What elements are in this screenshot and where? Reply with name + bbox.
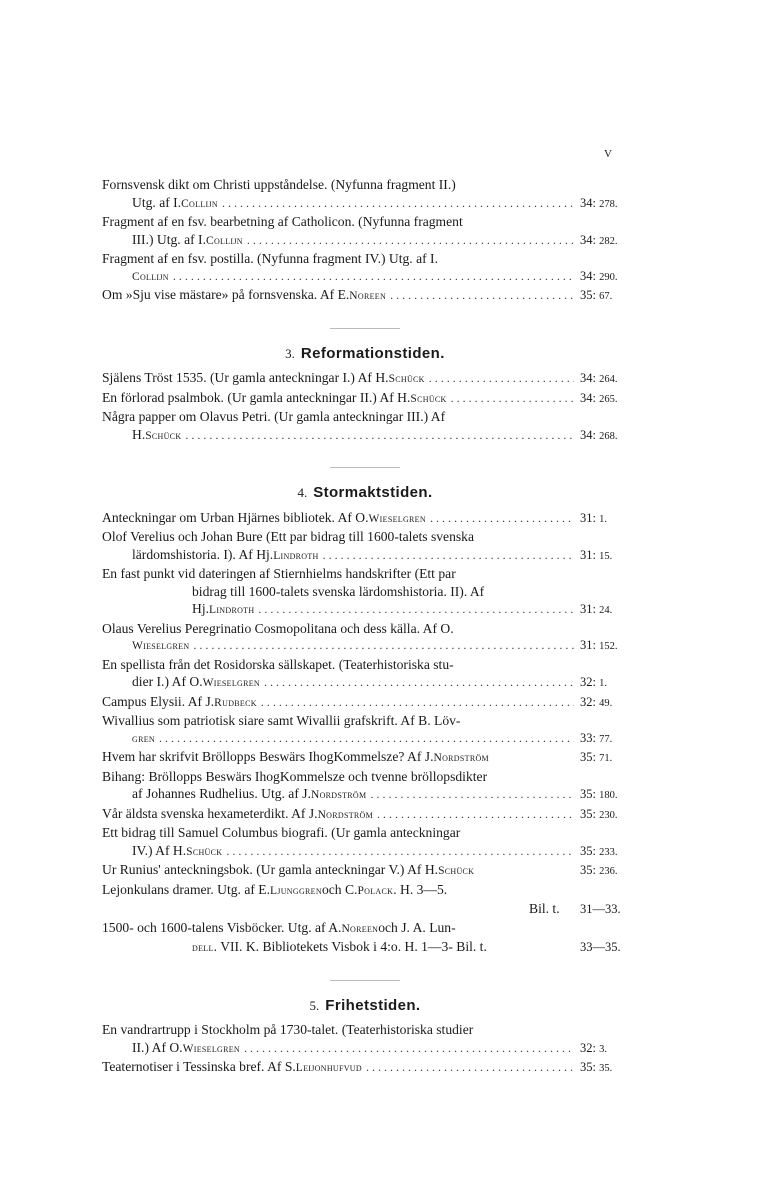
volume-number: 35: (580, 863, 600, 877)
entry-line (102, 583, 628, 601)
entry-author: Schück (186, 845, 223, 858)
volume-number: 35: (580, 288, 600, 302)
entry-text: En förlorad psalmbok. (Ur gamla anteckningar II.) Af H. (102, 389, 411, 405)
section-title: Reformationstiden. (300, 344, 445, 362)
entry-line (102, 250, 628, 268)
entry-line (102, 938, 628, 958)
page-reference: 278. (599, 198, 618, 210)
page-reference: 15. (599, 550, 613, 562)
entry-line (102, 730, 628, 749)
entry-line (102, 1021, 628, 1039)
entry-text: II.) Af O. (132, 1039, 183, 1055)
page-reference: 230. (599, 809, 618, 821)
leader-dots (159, 730, 574, 748)
entry-author: Nordström (433, 752, 489, 764)
section-divider (330, 328, 400, 329)
entry-text: . H. 3—5. (393, 881, 448, 897)
leader-dots (247, 232, 574, 250)
entry-text: Hvem har skrifvit Bröllopps Beswärs IhogKommelsze? Af J. (102, 749, 434, 764)
volume-number: 34: (580, 371, 600, 385)
entry-line (102, 900, 628, 919)
entry-reference (580, 694, 628, 713)
entry-text: Själens Tröst 1535. (Ur gamla anteckningar I.) Af H. (102, 370, 389, 385)
page-reference: 24. (599, 605, 613, 616)
entry-text: Fornsvensk dikt om Christi uppståndelse. (Nyfunna fragment II.) (102, 177, 456, 192)
volume-number: 31: (580, 547, 600, 562)
toc-entry (102, 389, 628, 409)
leader-dots (430, 510, 574, 528)
entry-reference (580, 674, 628, 693)
toc-entry (102, 805, 628, 825)
entry-text: III.) Utg. af I. (132, 231, 206, 247)
leader-dots (377, 806, 574, 824)
toc-entry (102, 176, 628, 213)
toc-entry (102, 919, 628, 958)
leader-dots (370, 786, 574, 804)
page-reference: 49. (599, 697, 613, 709)
entry-text: IV.) Af H. (132, 842, 187, 858)
entry-text: Campus Elysii. Af J. (102, 693, 215, 709)
entry-line (102, 1039, 628, 1059)
page-reference: 1. (599, 513, 607, 525)
entry-reference (580, 547, 628, 566)
entry-line (102, 620, 628, 638)
entry-line (102, 656, 628, 674)
toc-entry (102, 712, 628, 748)
entry-line (102, 693, 628, 713)
page-reference: 71. (599, 753, 613, 764)
entry-line (102, 268, 628, 287)
entry-reference (580, 287, 628, 306)
page-number: V (604, 148, 613, 160)
entry-text: En fast punkt vid dateringen af Stiernhielms handskrifter (Ett par (102, 566, 456, 581)
page-reference: 3. (599, 1043, 607, 1055)
entry-text: Ett bidrag till Samuel Columbus biografi. (Ur gamla anteckningar (102, 825, 461, 840)
entry-author: Collijn (132, 270, 169, 283)
volume-number: 31—33. (580, 902, 621, 916)
leader-dots (173, 268, 574, 286)
entry-text: . VII. K. Bibliotekets Visbok i 4:o. H. 1—3- Bil. t. (213, 939, 487, 954)
entry-author: Collijn (181, 197, 218, 210)
toc-entry (102, 768, 628, 805)
entry-line (102, 426, 628, 446)
entry-text: Om »Sju vise mästare» på fornsvenska. Af E. (102, 287, 350, 302)
entry-line (102, 881, 628, 901)
toc-entry (102, 1021, 628, 1058)
leader-dots (429, 370, 574, 388)
leader-dots (366, 1059, 574, 1077)
leader-dots (264, 674, 574, 692)
entry-text: Teaternotiser i Tessinska bref. Af S. (102, 1059, 296, 1074)
entry-reference (580, 1040, 628, 1059)
entry-author: dell (192, 942, 214, 954)
page-reference: 180. (599, 790, 618, 801)
entry-text: 1500- och 1600-talens Visböcker. Utg. af A. (102, 919, 342, 935)
page-reference: 1. (599, 678, 607, 689)
toc-entry (102, 213, 628, 250)
entry-author: Wieselgren (132, 640, 190, 652)
section-heading (102, 997, 628, 1016)
leader-dots (261, 694, 574, 712)
entry-line (102, 824, 628, 842)
entry-text: Fragment af en fsv. bearbetning af Catholicon. (Nyfunna fragment (102, 214, 463, 229)
page-reference: 77. (599, 733, 613, 745)
page-reference: 67. (599, 291, 613, 302)
entry-reference (580, 806, 628, 825)
entry-text: och J. A. Lun- (378, 919, 456, 935)
entry-text: En spellista från det Rosidorska sällskapet. (Teaterhistoriska stu- (102, 656, 454, 672)
entry-line (102, 528, 628, 546)
entry-reference (580, 1059, 628, 1078)
toc-entry (102, 881, 628, 919)
entry-reference (580, 390, 628, 409)
entry-text: bidrag till 1600-talets svenska lärdomshistoria. II). Af (192, 583, 485, 599)
page-reference: 268. (599, 430, 618, 442)
table-of-contents (102, 176, 628, 1078)
volume-number: 32: (580, 675, 600, 689)
section-number: 4. (297, 485, 308, 500)
leader-dots (451, 390, 574, 408)
leader-dots (258, 601, 574, 619)
volume-number: 35: (580, 1060, 600, 1074)
entry-text: af Johannes Rudhelius. Utg. af J. (132, 786, 311, 801)
entry-author: Nordström (310, 789, 367, 801)
volume-number: 35: (580, 787, 600, 801)
entry-author: Schück (438, 865, 475, 877)
entry-line (102, 408, 628, 426)
entry-reference (580, 786, 628, 805)
entry-author: Collijn (205, 234, 243, 247)
entry-text: Vår äldsta svenska hexameterdikt. Af J. (102, 805, 318, 821)
entry-line (102, 565, 628, 583)
volume-number: 34: (580, 390, 600, 405)
entry-reference (580, 601, 628, 620)
section-heading (102, 345, 628, 364)
entry-line (102, 194, 628, 214)
volume-number: 35: (580, 750, 600, 764)
volume-number: 31: (580, 510, 600, 525)
volume-number: 31: (580, 602, 600, 616)
section-divider (330, 980, 400, 981)
entry-reference (580, 939, 628, 957)
entry-text: Utg. af I. (132, 194, 182, 210)
entry-text: och C. (321, 881, 358, 897)
entry-text: Hj. (192, 601, 209, 616)
entry-reference (580, 427, 628, 446)
section-divider (330, 467, 400, 468)
leader-dots (244, 1040, 574, 1058)
entry-line (102, 213, 628, 231)
entry-reference (580, 268, 628, 287)
toc-entry (102, 509, 628, 529)
page-reference: 265. (599, 393, 618, 405)
page-reference: 233. (599, 846, 618, 858)
entry-author: Ljunggren (269, 884, 322, 897)
entry-author: Schück (410, 392, 447, 405)
entry-author: Wieselgren (368, 512, 426, 525)
section-number: 3. (285, 345, 295, 361)
section-title: Stormaktstiden. (313, 484, 433, 501)
entry-text: Fragment af en fsv. postilla. (Nyfunna fragment IV.) Utg. af I. (102, 251, 438, 266)
entry-reference (580, 195, 628, 214)
entry-text: Lejonkulans dramer. Utg. af E. (102, 881, 270, 897)
entry-author: Leijonhufvud (295, 1062, 362, 1074)
entry-reference (580, 370, 628, 389)
entry-author: gren (132, 732, 155, 745)
page-reference: 152. (599, 641, 618, 652)
entry-line (102, 600, 628, 620)
page-reference: 290. (599, 271, 618, 283)
toc-entry (102, 748, 628, 768)
entry-reference (580, 232, 628, 251)
section-number: 5. (309, 997, 320, 1013)
volume-number: 32: (580, 694, 600, 709)
entry-reference (580, 637, 628, 656)
section-heading (102, 484, 628, 503)
volume-number: 33: (580, 730, 600, 745)
toc-entry (102, 620, 628, 656)
entry-reference (580, 730, 628, 749)
section-title: Frihetstiden. (325, 996, 421, 1014)
entry-text: lärdomshistoria. I). Af Hj. (132, 546, 274, 562)
entry-line (102, 919, 628, 939)
entry-text: Ur Runius' anteckningsbok. (Ur gamla anteckningar V.) Af H. (102, 862, 439, 877)
toc-entry (102, 565, 628, 620)
entry-line (102, 389, 628, 409)
entry-line (102, 861, 628, 881)
page-reference: 264. (599, 374, 618, 385)
entry-author: Lindroth (273, 549, 319, 562)
entry-text: Bihang: Bröllopps Beswärs IhogKommelsze och tvenne bröllopsdikter (102, 768, 488, 784)
leader-dots (222, 195, 574, 213)
entry-line (102, 712, 628, 730)
entry-author: Noreen (341, 922, 379, 935)
entry-line (102, 176, 628, 194)
entry-text: Bil. t. (529, 901, 560, 916)
entry-reference (580, 510, 628, 529)
entry-reference (580, 901, 628, 919)
volume-number: 33—35. (580, 940, 621, 954)
page-reference: 35. (599, 1063, 613, 1074)
volume-number: 34: (580, 427, 600, 442)
page-reference: 236. (599, 866, 618, 877)
toc-entry (102, 1058, 628, 1078)
entry-author: Nordström (317, 808, 374, 821)
toc-entry (102, 408, 628, 445)
toc-entry (102, 286, 628, 306)
entry-author: Polack (357, 884, 394, 897)
entry-line (102, 546, 628, 566)
leader-dots (390, 287, 574, 305)
volume-number: 35: (580, 843, 600, 858)
volume-number: 34: (580, 268, 600, 283)
volume-number: 35: (580, 806, 600, 821)
toc-entry (102, 528, 628, 565)
entry-line (102, 509, 628, 529)
entry-line (102, 748, 628, 768)
page-reference: 282. (599, 235, 618, 247)
entry-reference (580, 843, 628, 862)
leader-dots (226, 843, 574, 861)
leader-dots (193, 637, 574, 655)
entry-author: Schück (388, 373, 425, 385)
toc-entry (102, 369, 628, 389)
entry-text: H. (132, 426, 146, 442)
entry-line (102, 842, 628, 862)
volume-number: 32: (580, 1040, 600, 1055)
toc-entry (102, 693, 628, 713)
entry-line (102, 231, 628, 251)
entry-line (102, 673, 628, 693)
entry-reference (580, 862, 628, 881)
entry-reference (580, 749, 628, 768)
entry-author: Noreen (349, 290, 387, 302)
entry-line (102, 369, 628, 389)
leader-dots (185, 427, 574, 445)
entry-line (102, 637, 628, 656)
entry-author: Wieselgren (202, 677, 260, 689)
volume-number: 34: (580, 195, 600, 210)
toc-entry (102, 656, 628, 693)
entry-text: Anteckningar om Urban Hjärnes bibliotek. Af O. (102, 509, 369, 525)
entry-text: Olaus Verelius Peregrinatio Cosmopolitana och dess källa. Af O. (102, 620, 454, 636)
entry-line (102, 785, 628, 805)
leader-dots (323, 547, 574, 565)
entry-line (102, 768, 628, 786)
entry-text: Olof Verelius och Johan Bure (Ett par bidrag till 1600-talets svenska (102, 529, 474, 544)
entry-text: En vandrartrupp i Stockholm på 1730-talet. (Teaterhistoriska studier (102, 1022, 474, 1037)
toc-entry (102, 824, 628, 861)
entry-text: Wivallius som patriotisk siare samt Wivallii grafskrift. Af B. Löv- (102, 713, 461, 728)
toc-entry (102, 250, 628, 286)
entry-author: Lindroth (209, 604, 255, 616)
toc-entry (102, 861, 628, 881)
entry-line (102, 805, 628, 825)
entry-author: Rudbeck (214, 696, 257, 709)
gap (560, 900, 580, 918)
entry-line (102, 286, 628, 306)
entry-author: Schück (145, 429, 182, 442)
entry-line (102, 1058, 628, 1078)
entry-author: Wieselgren (182, 1042, 240, 1055)
volume-number: 34: (580, 232, 600, 247)
volume-number: 31: (580, 638, 600, 652)
entry-text: dier I.) Af O. (132, 674, 203, 689)
entry-text: Några papper om Olavus Petri. (Ur gamla anteckningar III.) Af (102, 409, 446, 424)
